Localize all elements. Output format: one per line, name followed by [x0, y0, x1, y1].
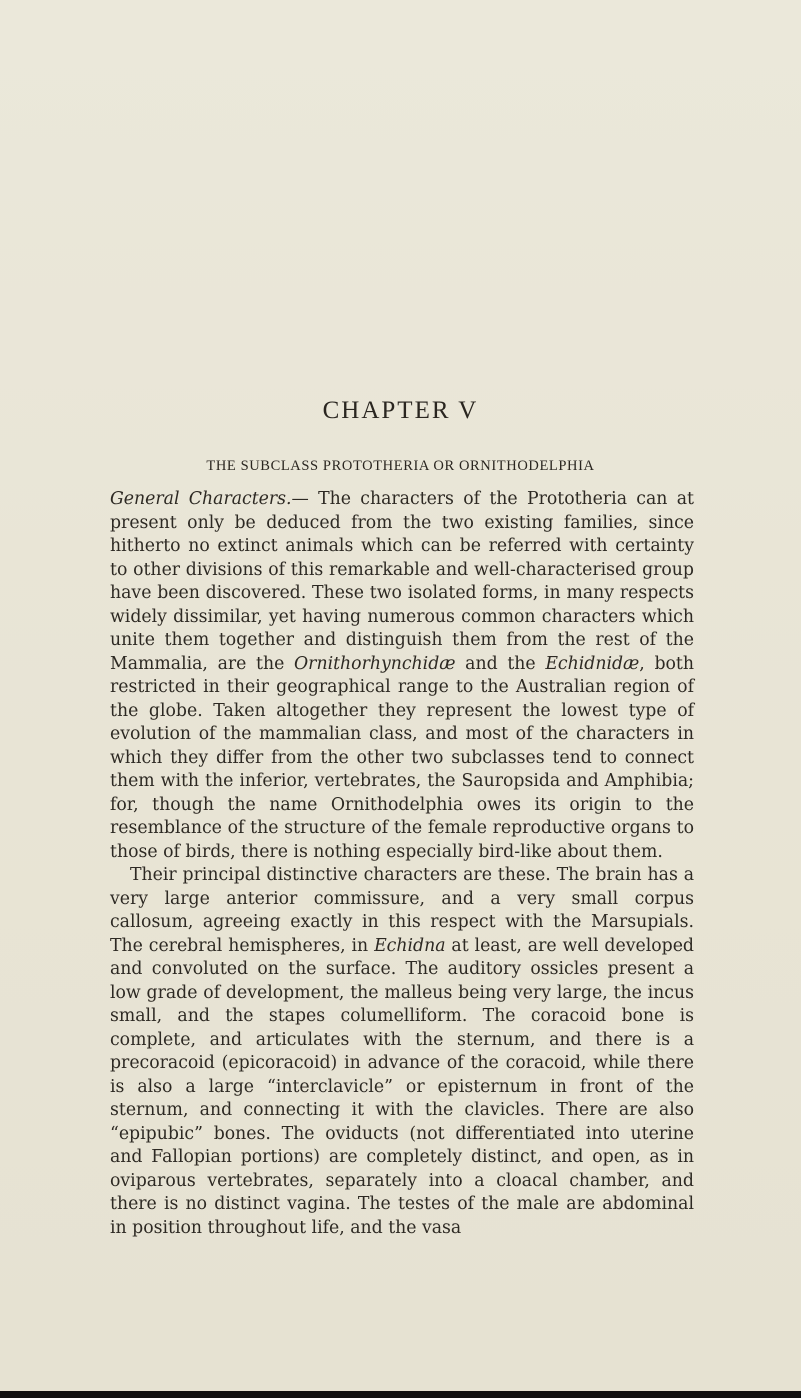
body-text — [110, 488, 694, 1240]
paragraph-text: at least, are well developed and convoluted on the surface. The auditory ossicles present a low grade of development, the malleus being very large, the incus small, and the stapes columelliform. The coracoid bone is complete, and articulates with the sternum, and there is a precoracoid (epicoracoid) in advance of the coracoid, while there is also a large “interclavicle” or episternum in front of the sternum, and connecting it with the clavicles. There are also “epipubic” bones. The oviducts (not differentiated into uterine and Fallopian portions) are completely distinct, and open, as in oviparous vertebrates, separately into a cloacal chamber, and there is no distinct vagina. The testes of the male are abdominal in position throughout life, and the vasa — [110, 935, 694, 1238]
genus-name-echidna: Echidna — [374, 935, 446, 956]
paragraph-text: — The characters of the Prototheria can at present only be deduced from the two existing families, since hitherto no extinct animals which can be referred with certainty to other divisions of this remarkable and well-characterised group have been discovered. These two isolated forms, in many respects widely dissimilar, yet having numerous common characters which unite them together and distinguish them from the rest of the Mammalia, are the — [110, 489, 694, 674]
paragraph-distinctive-characters — [110, 864, 694, 1240]
page-edge-rule — [0, 1391, 801, 1398]
family-name-ornithorhynchidae: Ornithorhynchidæ — [294, 653, 456, 674]
paragraph-text: and the — [455, 653, 546, 674]
chapter-heading: CHAPTER V — [322, 397, 479, 424]
paragraph-text: , both restricted in their geographical range to the Australian region of the globe. Taken altogether they represent the lowest type of evolution of the mammalian class, and most of the characters in which they differ from the other two subclasses tend to connect them with the inferior, vertebrates, the Sauropsida and Amphibia; for, though the name Ornithodelphia owes its origin to the resemblance of the structure of the female reproductive organs to those of birds, there is nothing especially bird-like about them. — [110, 653, 694, 862]
family-name-echidnidae: Echidnidæ — [545, 653, 640, 674]
run-in-heading: General Characters. — [110, 489, 292, 509]
paragraph-general-characters — [110, 488, 694, 864]
paragraph-text: Their principal distinctive characters are these. The brain has a very large anterior commissure, and a very small corpus callosum, agreeing exactly in this respect with the Marsupials. The cerebral hemispheres, in — [110, 865, 694, 956]
section-heading: THE SUBCLASS PROTOTHERIA OR ORNITHODELPHIA — [206, 458, 595, 474]
